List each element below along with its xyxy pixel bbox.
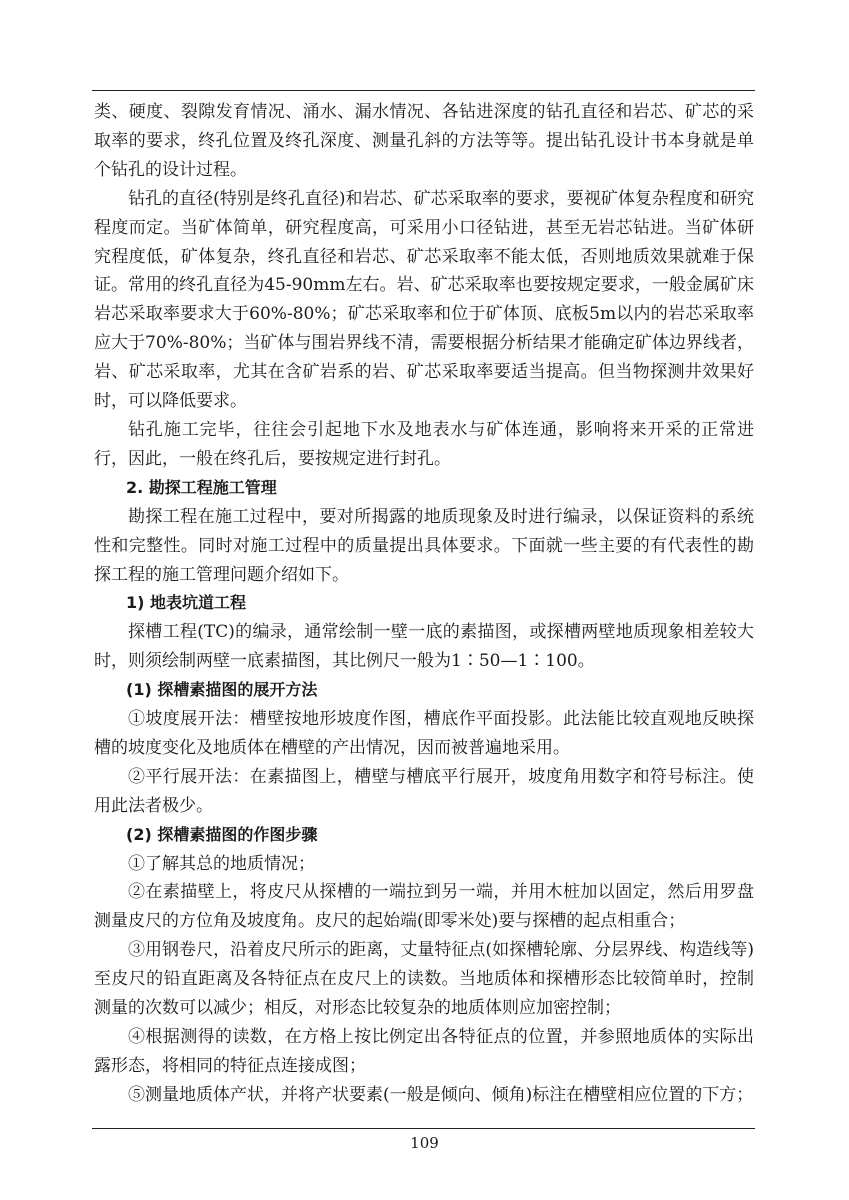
page-number: 109: [410, 1134, 439, 1152]
subsection-heading-drawing-steps: (2) 探槽素描图的作图步骤: [126, 824, 318, 844]
list-item-slope-method: ①坡度展开法：槽壁按地形坡度作图，槽底作平面投影。此法能比较直观地反映探槽的坡度变化及地质体在槽壁的产出情况，因而被普遍地采用。: [94, 709, 754, 758]
paragraph-trench-logging: 探槽工程(TC)的编录，通常绘制一壁一底的素描图，或探槽两壁地质现象相差较大时，则须绘制两壁一底素描图，其比例尺一般为1∶50—1∶100。: [94, 622, 754, 672]
subsection-heading-unfolding-methods: (1) 探槽素描图的展开方法: [126, 680, 318, 700]
list-item-step-4: ④根据测得的读数，在方格上按比例定出各特征点的位置，并参照地质体的实际出露形态，将相同的特征点连接成图；: [94, 1027, 754, 1076]
list-item-step-3: ③用钢卷尺，沿着皮尺所示的距离，丈量特征点(如探槽轮廓、分层界线、构造线等)至皮尺的铅直距离及各特征点在皮尺上的读数。当地质体和探槽形态比较简单时，控制测量的次数可以减少；相反，对形态比较复杂的地质体则应加密控制；: [94, 940, 754, 1019]
page-body: [94, 98, 754, 1110]
paragraph-continuation: 类、硬度、裂隙发育情况、涌水、漏水情况、各钻进深度的钻孔直径和岩芯、矿芯的采取率的要求，终孔位置及终孔深度、测量孔斜的方法等等。提出钻孔设计书本身就是单个钻孔的设计过程。: [94, 102, 754, 180]
list-item-parallel-method: ②平行展开法：在素描图上，槽壁与槽底平行展开，坡度角用数字和符号标注。使用此法者极少。: [94, 766, 754, 816]
subsection-heading-surface-works: 1) 地表坑道工程: [126, 593, 247, 613]
header-rule: [92, 90, 755, 91]
paragraph-drill-diameter: 钻孔的直径(特别是终孔直径)和岩芯、矿芯采取率的要求，要视矿体复杂程度和研究程度而定。当矿体简单，研究程度高，可采用小口径钻进，甚至无岩芯钻进。当矿体研究程度低，矿体复杂，终孔直径和岩芯、矿芯采取率不能太低，否则地质效果就难于保证。常用的终孔直径为45-90mm左右。岩、矿芯采取率也要按规定要求，一般金属矿床岩芯采取率要求大于60%-80%；矿芯采取率和位于矿体顶、底板5m以内的岩芯采取率应大于70%-80%；当矿体与围岩界线不清，需要根据分析结果才能确定矿体边界线者，岩、矿芯采取率，尤其在含矿岩系的岩、矿芯采取率要适当提高。但当物探测井效果好时，可以降低要求。: [94, 188, 754, 412]
list-item-step-5: ⑤测量地质体产状，并将产状要素(一般是倾向、倾角)标注在槽壁相应位置的下方；: [128, 1084, 754, 1105]
list-item-step-2: ②在素描壁上，将皮尺从探槽的一端拉到另一端，并用木桩加以固定，然后用罗盘测量皮尺的方位角及坡度角。皮尺的起始端(即零米处)要与探槽的起点相重合；: [94, 882, 754, 932]
paragraph-construction-intro: 勘探工程在施工过程中，要对所揭露的地质现象及时进行编录，以保证资料的系统性和完整性。同时对施工过程中的质量提出具体要求。下面就一些主要的有代表性的勘探工程的施工管理问题介绍如下。: [94, 506, 754, 585]
list-item-step-1: ①了解其总的地质情况；: [128, 853, 315, 874]
section-heading-construction-management: 2. 勘探工程施工管理: [126, 477, 277, 497]
paragraph-drill-sealing: 钻孔施工完毕，往往会引起地下水及地表水与矿体连通，影响将来开采的正常进行，因此，一般在终孔后，要按规定进行封孔。: [94, 419, 754, 469]
footer-rule: [92, 1128, 755, 1129]
